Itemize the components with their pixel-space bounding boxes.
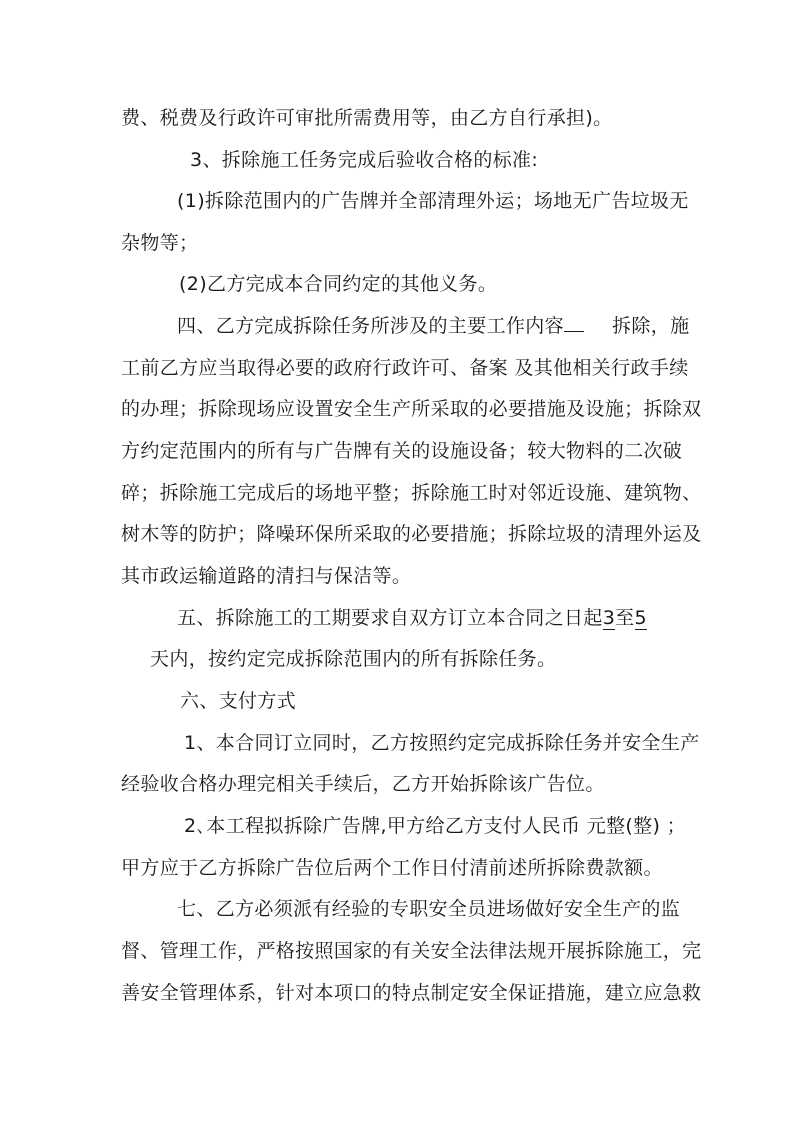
duration-to-word: 至	[615, 607, 635, 629]
text-line-13	[177, 605, 737, 631]
text-line-1: 费、税费及行政许可审批所需费用等，由乙方自行承担)。	[121, 107, 613, 129]
text-line-22: 善安全管理体系，针对本项口的特点制定安全保证措施，建立应急救	[121, 982, 702, 1004]
text-line-13-part-a: 五、拆除施工的工期要求自双方订立本合同之日起	[177, 607, 603, 629]
text-line-6-part-b: 拆除，施	[612, 315, 690, 337]
text-line-21: 督、管理工作，严格按照国家的有关安全法律法规开展拆除施工，完	[121, 940, 702, 962]
text-line-18: 2､本工程拟拆除广告牌,甲方给乙方支付人民币 元整(整) ；	[184, 815, 687, 837]
text-line-10: 碎；拆除施工完成后的场地平整；拆除施工时对邻近设施、建筑物、	[121, 482, 702, 504]
text-line-15: 六、支付方式	[180, 690, 297, 712]
duration-from-value: 3	[602, 607, 616, 629]
text-line-9: 方约定范围内的所有与广告牌有关的设施设备；较大物料的二次破	[121, 440, 683, 462]
text-line-20: 七、乙方必须派有经验的专职安全员进场做好安全生产的监	[177, 898, 681, 920]
text-line-5: (2)乙方完成本合同约定的其他义务。	[179, 273, 498, 295]
text-line-6	[177, 313, 737, 339]
text-line-8: 的办理；拆除现场应设置安全生产所采取的必要措施及设施；拆除双	[121, 398, 702, 420]
text-line-12: 其市政运输道路的清扫与保洁等。	[121, 565, 412, 587]
text-line-19: 甲方应于乙方拆除广告位后两个工作日付清前述所拆除费款额。	[121, 857, 663, 879]
text-line-7: 工前乙方应当取得必要的政府行政许可、备案 及其他相关行政手续	[121, 357, 689, 379]
text-line-14: 天内，按约定完成拆除范围内的所有拆除任务。	[150, 648, 557, 670]
text-line-3: (1)拆除范围内的广告牌并全部清理外运；场地无广告垃圾无	[177, 190, 689, 212]
duration-to-value: 5	[634, 607, 647, 629]
text-line-2: 3、拆除施工任务完成后验收合格的标准:	[190, 149, 539, 171]
text-line-16: 1、本合同订立同时，乙方按照约定完成拆除任务并安全生产	[184, 732, 700, 754]
text-line-4: 杂物等；	[121, 232, 199, 254]
text-line-6-part-a: 四、乙方完成拆除任务所涉及的主要工作内容	[177, 315, 565, 337]
text-line-11: 树木等的防护；降噪环保所采取的必要措施；拆除垃圾的清理外运及	[121, 523, 702, 545]
underline-blank	[564, 313, 584, 332]
text-line-17: 经验收合格办理完相关手续后，乙方开始拆除该广告位。	[121, 773, 605, 795]
